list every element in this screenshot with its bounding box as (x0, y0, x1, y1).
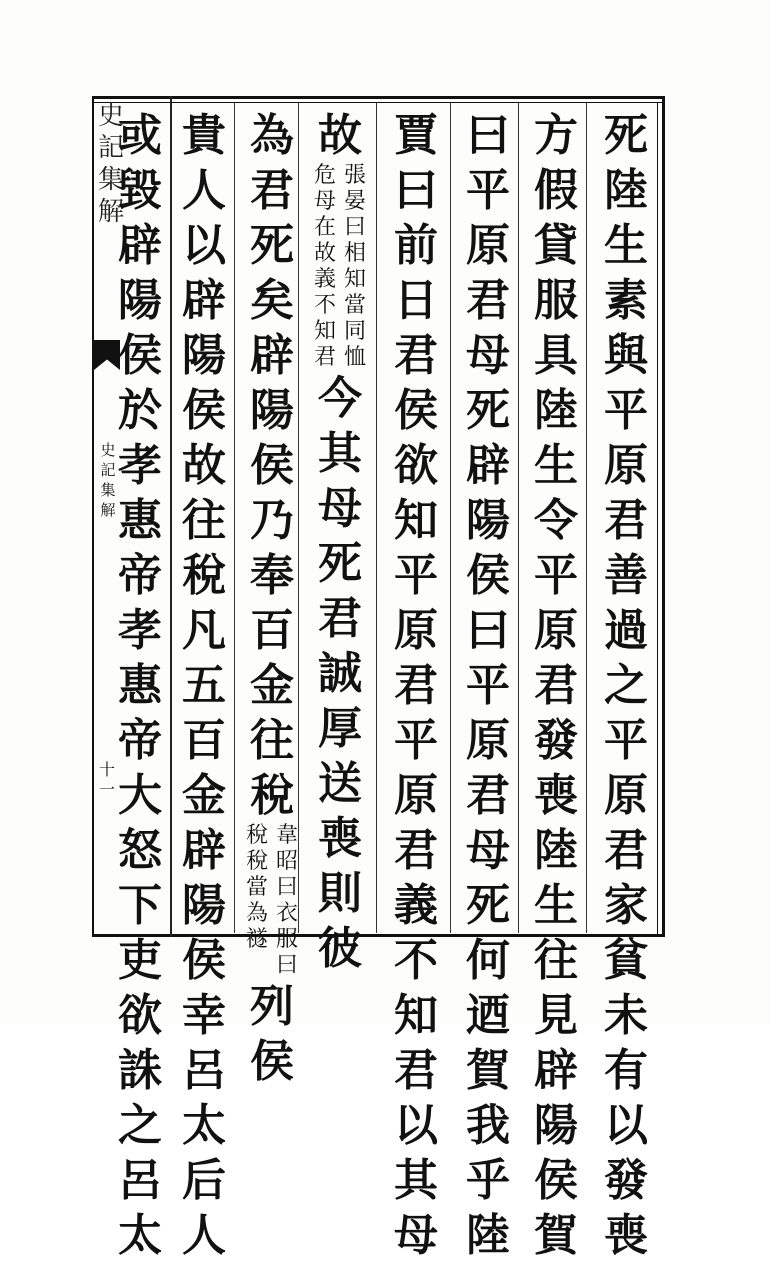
column-divider (376, 103, 377, 933)
text-column-5 (312, 108, 368, 974)
column-text: 死陸生素與平原君善過之平原君家貧未有以發喪 (604, 110, 648, 1261)
page-left-edge (92, 96, 94, 937)
text-column-4 (388, 108, 444, 1261)
column-text: 或毀辟陽侯於孝惠帝孝惠帝大怒下吏欲誅之呂太 (118, 110, 162, 1261)
column-divider (450, 103, 451, 933)
text-column-2 (528, 108, 584, 1261)
commentary-line: 張晏曰相知當同恤 (343, 163, 366, 370)
frame-top-inner-border (92, 102, 664, 103)
frame-right-border (662, 96, 665, 937)
column-text: 方假貸服具陸生令平原君發喪陸生往見辟陽侯賀 (534, 110, 578, 1261)
column-text: 曰平原君母死辟陽侯曰平原君母死何迺賀我乎陸 (466, 110, 510, 1261)
column-divider (518, 103, 519, 933)
column-divider (234, 103, 235, 933)
center-fold-line (170, 96, 172, 937)
text-column-6 (244, 108, 300, 1087)
text-column-8 (112, 108, 168, 1261)
column-lead-text: 為君死矣辟陽侯乃奉百金往稅 (250, 110, 294, 821)
column-text: 貴人以辟陽侯故往稅凡五百金辟陽侯幸呂太后人 (182, 110, 226, 1261)
commentary-block (244, 823, 300, 979)
frame-top-border (92, 96, 664, 99)
frame-right-inner-border (657, 102, 658, 934)
commentary-line: 稅稅當為襚 (245, 823, 268, 952)
commentary-line: 韋昭曰衣服曰 (275, 823, 298, 978)
commentary-line: 危母在故義不知君 (313, 163, 336, 370)
column-tail-text: 今其母死君誠厚送喪則彼 (318, 373, 362, 974)
commentary-block (312, 163, 368, 371)
leaf-number: 十一 (98, 760, 115, 799)
book-name-label: 史記集解 (100, 441, 116, 519)
column-tail-text: 列侯 (250, 981, 294, 1087)
column-text: 賈曰前日君侯欲知平原君平原君義不知君以其母 (394, 110, 438, 1261)
margin-title: 史記集解 (97, 101, 124, 227)
column-lead-text: 故 (318, 110, 362, 161)
text-column-3 (460, 108, 516, 1261)
text-column-1 (598, 108, 654, 1261)
column-divider (586, 103, 587, 933)
text-column-7 (176, 108, 232, 1261)
